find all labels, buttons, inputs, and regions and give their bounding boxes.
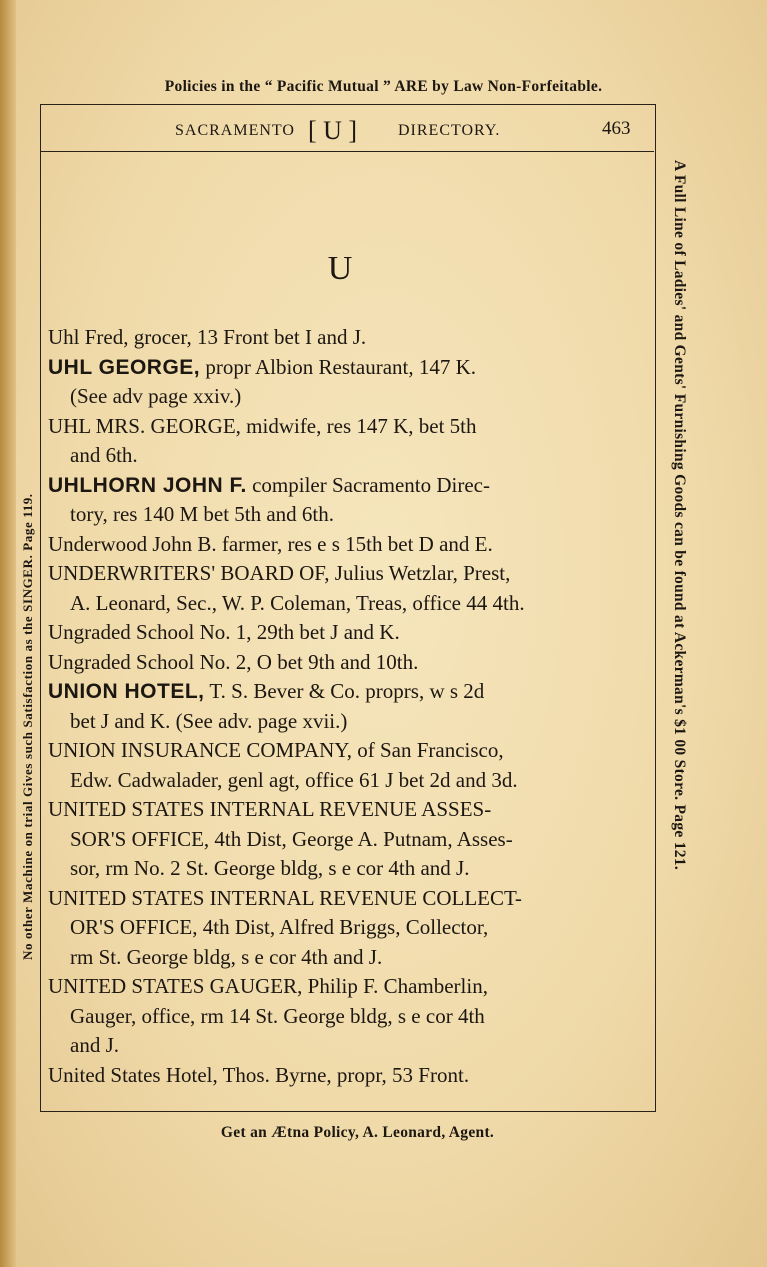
header-rule — [40, 151, 654, 152]
entry-text: Underwood John B. farmer, res e s 15th bet D and E. — [48, 531, 493, 556]
entry-bold-name: UHL GEORGE, — [48, 355, 201, 379]
entry-text: propr Albion Restaurant, 147 K. — [200, 354, 477, 379]
left-margin-advertisement: No other Machine on trial Gives such Satisfaction as the SINGER. Page 119. — [20, 493, 35, 960]
directory-entry — [48, 648, 648, 678]
entry-first-line — [48, 1061, 648, 1091]
entry-continuation-line — [48, 766, 648, 796]
entry-continuation-line — [48, 589, 648, 619]
directory-entry — [48, 795, 648, 884]
entry-first-line — [48, 323, 648, 353]
entry-first-line — [48, 559, 648, 589]
entry-first-line — [48, 648, 648, 678]
entry-continuation-line — [48, 1002, 648, 1032]
directory-entry — [48, 353, 648, 412]
entry-text: (See adv page xxiv.) — [70, 384, 242, 408]
directory-entry — [48, 559, 648, 618]
running-header — [40, 112, 654, 152]
section-letter: U — [327, 250, 353, 287]
entry-first-line — [48, 972, 648, 1002]
entry-text: UNITED STATES INTERNAL REVENUE ASSES- — [48, 797, 492, 821]
directory-entry — [48, 736, 648, 795]
entry-text: Edw. Cadwalader, genl agt, office 61 J bet 2d and 3d. — [70, 767, 518, 792]
directory-entry — [48, 884, 648, 973]
directory-entry — [48, 323, 648, 353]
entry-continuation-line — [48, 500, 648, 530]
entry-text: sor, rm No. 2 St. George bldg, s e cor 4th and J. — [70, 856, 470, 880]
entry-text: United States Hotel, Thos. Byrne, propr, 53 Front. — [48, 1062, 470, 1087]
entry-first-line — [48, 412, 648, 442]
entry-text: rm St. George bldg, s e cor 4th and J. — [70, 944, 383, 969]
entry-continuation-line — [48, 854, 648, 884]
entry-text: Ungraded School No. 2, O bet 9th and 10th. — [48, 649, 419, 674]
entry-first-line — [48, 471, 648, 501]
entry-text: and J. — [70, 1033, 119, 1057]
entry-continuation-line — [48, 441, 648, 471]
right-margin-advertisement: A Full Line of Ladies' and Gents' Furnishing Goods can be found at Ackerman's $1 00 Store. Page 121. — [671, 160, 688, 871]
entry-first-line — [48, 530, 648, 560]
entry-text: Ungraded School No. 1, 29th bet J and K. — [48, 620, 400, 644]
entry-text: tory, res 140 M bet 5th and 6th. — [70, 502, 335, 526]
entry-continuation-line — [48, 382, 648, 412]
directory-entries — [48, 323, 648, 1090]
entry-text: Gauger, office, rm 14 St. George bldg, s e cor 4th — [70, 1003, 485, 1028]
bottom-advertisement: Get an Ætna Policy, A. Leonard, Agent. — [220, 1124, 495, 1141]
entry-text: compiler Sacramento Direc- — [246, 472, 490, 497]
entry-first-line — [48, 677, 648, 707]
header-city: SACRAMENTO — [175, 122, 295, 139]
page-number: 463 — [602, 118, 631, 139]
directory-entry — [48, 1061, 648, 1091]
directory-entry — [48, 972, 648, 1061]
directory-entry — [48, 471, 648, 530]
entry-text: T. S. Bever & Co. proprs, w s 2d — [204, 679, 485, 703]
directory-entry — [48, 618, 648, 648]
top-advertisement: Policies in the “ Pacific Mutual ” ARE by Law Non-Forfeitable. — [164, 78, 603, 95]
book-spine-shadow — [0, 0, 16, 1267]
entry-text: Uhl Fred, grocer, 13 Front bet I and J. — [48, 325, 367, 349]
entry-continuation-line — [48, 943, 648, 973]
entry-bold-name: UHLHORN JOHN F. — [48, 473, 247, 497]
entry-text: UNION INSURANCE COMPANY, of San Francisco, — [48, 738, 504, 762]
entry-text: A. Leonard, Sec., W. P. Coleman, Treas, office 44 4th. — [70, 590, 525, 615]
entry-text: UNDERWRITERS' BOARD OF, Julius Wetzlar, Prest, — [48, 561, 511, 585]
entry-text: UNITED STATES INTERNAL REVENUE COLLECT- — [48, 885, 522, 910]
directory-entry — [48, 530, 648, 560]
header-directory: DIRECTORY. — [398, 122, 501, 139]
entry-first-line — [48, 736, 648, 766]
entry-bold-name: UNION HOTEL, — [48, 680, 205, 703]
entry-first-line — [48, 884, 648, 914]
entry-text: UNITED STATES GAUGER, Philip F. Chamberlin, — [48, 974, 488, 998]
entry-text: and 6th. — [70, 443, 138, 467]
entry-text: SOR'S OFFICE, 4th Dist, George A. Putnam, Asses- — [70, 826, 513, 851]
entry-text: UHL MRS. GEORGE, midwife, res 147 K, bet 5th — [48, 413, 477, 438]
entry-text: OR'S OFFICE, 4th Dist, Alfred Briggs, Collector, — [70, 915, 489, 939]
entry-continuation-line — [48, 1031, 648, 1061]
directory-entry — [48, 412, 648, 471]
entry-first-line — [48, 795, 648, 825]
entry-first-line — [48, 618, 648, 648]
entry-first-line — [48, 353, 648, 383]
entry-text: bet J and K. (See adv. page xvii.) — [70, 708, 348, 733]
entry-continuation-line — [48, 707, 648, 737]
entry-continuation-line — [48, 913, 648, 943]
directory-entry — [48, 677, 648, 736]
entry-continuation-line — [48, 825, 648, 855]
header-section-bracket: [ U ] — [308, 116, 358, 145]
